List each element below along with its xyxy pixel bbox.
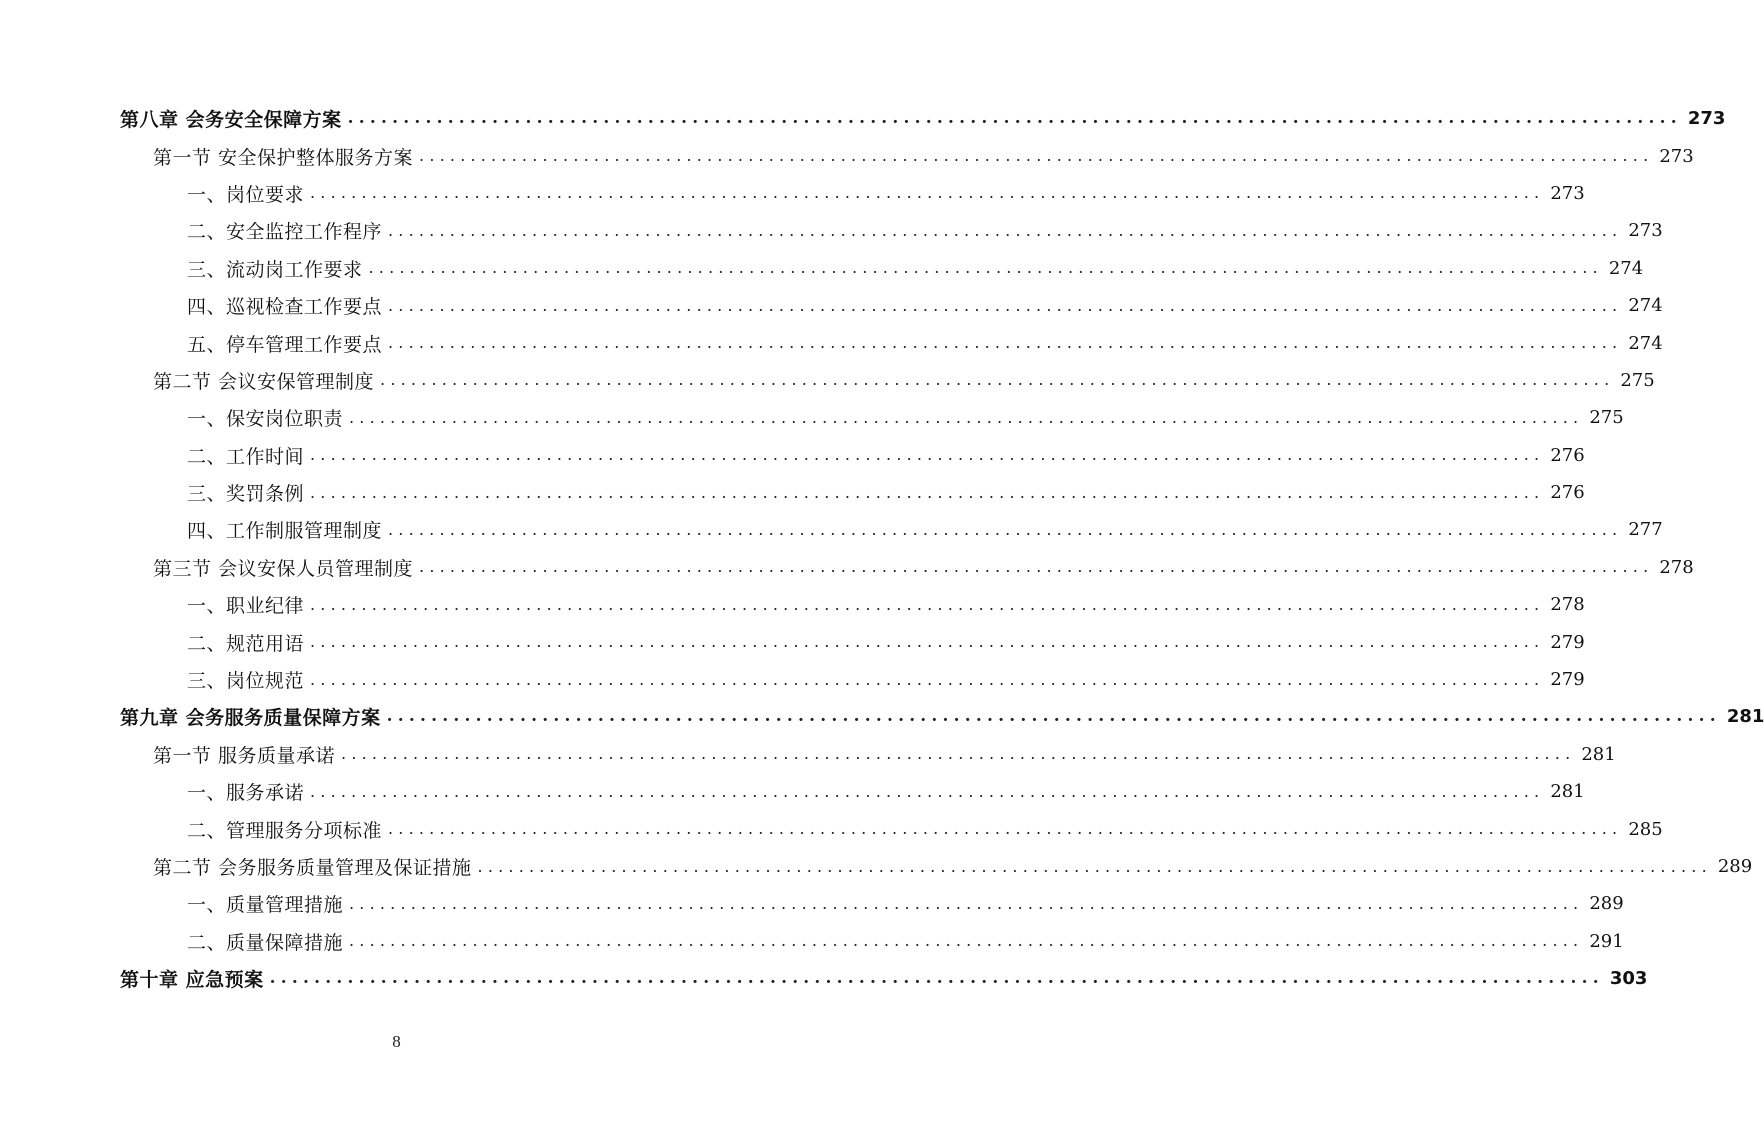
toc-chapter-entry[interactable] [0,960,1648,997]
toc-entry-title: 第一节 安全保护整体服务方案 [153,146,414,169]
dot-leader: ........................................................................................................................ [380,370,1615,390]
toc-entry-title: 第一节 服务质量承诺 [153,744,336,767]
toc-entry-page-number: 273 [1687,108,1726,130]
toc-entry-page-number: 281 [1726,706,1764,728]
toc-entry-page-number: 273 [1550,182,1585,204]
dot-leader: ........................................................................................................................ [310,669,1545,689]
toc-subsection-entry[interactable] [0,437,1585,474]
dot-leader: ........................................................................................................................ [310,183,1545,203]
dot-leader: ........................................................................................................................ [310,445,1545,465]
toc-entry-page-number: 273 [1659,145,1694,167]
toc-subsection-entry[interactable] [0,324,1663,361]
toc-section-entry[interactable] [0,362,1655,399]
toc-entry-title: 二、规范用语 [187,632,305,655]
toc-chapter-entry[interactable] [0,100,1726,137]
toc-subsection-entry[interactable] [0,773,1585,810]
dot-leader: ........................................................................................................................ [269,968,1604,989]
toc-subsection-entry[interactable] [0,399,1624,436]
toc-entry-title: 一、保安岗位职责 [187,408,344,431]
toc-entry-title: 第二节 会议安保管理制度 [153,370,375,393]
toc-entry-title: 第二节 会务服务质量管理及保证措施 [153,857,472,879]
toc-entry-page-number: 274 [1628,332,1663,354]
toc-entry-title: 二、质量保障措施 [187,931,344,954]
dot-leader: ........................................................................................................................ [310,482,1545,502]
dot-leader: ........................................................................................................................ [388,333,1623,353]
toc-entry-title: 第三节 会议安保人员管理制度 [153,557,414,580]
toc-subsection-entry[interactable] [0,810,1663,847]
toc-entry-page-number: 276 [1550,444,1585,466]
dot-leader: ........................................................................................................................ [349,931,1584,951]
toc-section-entry[interactable] [0,736,1616,773]
dot-leader: ........................................................................................................................ [368,258,1603,278]
toc-entry-page-number: 275 [1620,369,1655,391]
dot-leader: ........................................................................................................................ [349,893,1584,913]
dot-leader: ........................................................................................................................ [388,295,1623,315]
toc-chapter-entry[interactable] [0,698,1764,735]
toc-subsection-entry[interactable] [0,661,1585,698]
toc-entry-page-number: 291 [1589,930,1624,952]
dot-leader: ........................................................................................................................ [310,594,1545,614]
toc-entry-page-number: 274 [1628,295,1663,317]
dot-leader: ........................................................................................................................ [477,856,1712,876]
toc-subsection-entry[interactable] [0,885,1624,922]
dot-leader: ........................................................................................................................ [347,108,1682,129]
toc-subsection-entry[interactable] [0,212,1663,249]
toc-entry-title: 一、质量管理措施 [187,894,344,917]
toc-entry-page-number: 278 [1659,556,1694,578]
toc-subsection-entry[interactable] [0,623,1585,660]
toc-entry-page-number: 279 [1550,631,1585,653]
toc-entry-page-number: 279 [1550,669,1585,691]
dot-leader: ........................................................................................................................ [419,146,1654,166]
toc-entry-title: 一、服务承诺 [187,782,305,805]
toc-entry-page-number: 289 [1717,856,1753,877]
toc-entry-page-number: 275 [1589,407,1624,429]
toc-subsection-entry[interactable] [0,287,1663,324]
toc-entry-page-number: 289 [1589,893,1624,915]
toc-entry-page-number: 273 [1628,220,1663,242]
toc-entry-title: 一、职业纪律 [187,595,305,618]
toc-entry-title: 三、奖罚条例 [187,483,305,506]
toc-entry-title: 二、工作时间 [187,445,305,468]
dot-leader: ........................................................................................................................ [388,819,1623,839]
dot-leader: ........................................................................................................................ [388,220,1623,240]
dot-leader: ........................................................................................................................ [341,744,1576,764]
toc-entry-title: 二、管理服务分项标准 [187,819,383,842]
toc-entry-page-number: 278 [1550,594,1585,616]
toc-entry-page-number: 303 [1609,968,1648,990]
toc-subsection-entry[interactable] [0,586,1585,623]
toc-entry-title: 第八章 会务安全保障方案 [120,109,342,132]
toc-entry-title: 第十章 应急预案 [120,969,264,992]
toc-entry-title: 四、工作制服管理制度 [187,520,383,543]
dot-leader: ........................................................................................................................ [310,781,1545,801]
toc-subsection-entry[interactable] [0,511,1663,548]
dot-leader: ........................................................................................................................ [419,557,1654,577]
toc-entry-page-number: 276 [1550,482,1585,504]
dot-leader: ........................................................................................................................ [388,519,1623,539]
table-of-contents [0,100,1764,997]
dot-leader: ........................................................................................................................ [386,706,1721,727]
toc-entry-page-number: 274 [1608,257,1644,279]
toc-entry-page-number: 281 [1581,743,1616,765]
toc-subsection-entry[interactable] [0,175,1585,212]
toc-entry-title: 第九章 会务服务质量保障方案 [120,707,381,730]
toc-subsection-entry[interactable] [0,923,1624,960]
toc-section-entry[interactable] [0,137,1694,174]
toc-subsection-entry[interactable] [0,474,1585,511]
toc-entry-page-number: 277 [1628,519,1663,541]
toc-entry-title: 五、停车管理工作要点 [187,333,383,356]
toc-subsection-entry[interactable] [0,250,1644,287]
page-number: 8 [392,1032,401,1051]
toc-entry-page-number: 281 [1550,781,1585,803]
toc-entry-title: 二、安全监控工作程序 [187,221,383,244]
toc-section-entry[interactable] [0,549,1694,586]
dot-leader: ........................................................................................................................ [310,632,1545,652]
toc-entry-title: 三、流动岗工作要求 [187,258,363,281]
toc-entry-page-number: 285 [1628,818,1663,840]
toc-entry-title: 一、岗位要求 [187,183,305,206]
toc-entry-title: 四、巡视检查工作要点 [187,296,383,319]
dot-leader: ........................................................................................................................ [349,407,1584,427]
toc-section-entry[interactable] [0,848,1753,885]
toc-entry-title: 三、岗位规范 [187,670,305,693]
